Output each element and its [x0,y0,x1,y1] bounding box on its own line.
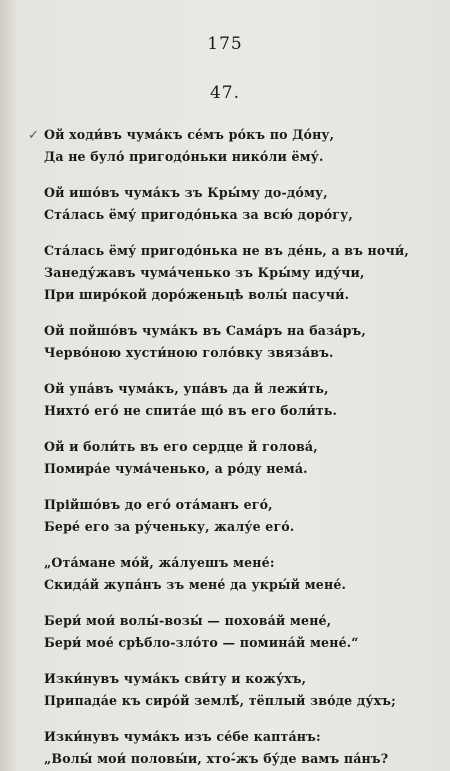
poem-line: Помира́е чума́ченько, а ро́ду нема́. [44,461,308,476]
poem-line: Ста́лась ёму́ пригодо́нька за всю́ доро́гу, [44,207,353,222]
stanza [44,552,428,596]
poem-line: Ой и боли́ть въ его сердце й голова́, [44,439,318,454]
margin-checkmark-icon: ✓ [28,128,39,143]
stanza [44,182,428,226]
poem-line: Ой пойшо́въ чума́къ въ Сама́ръ на база́ръ, [44,323,366,338]
stanza [44,726,428,770]
poem-line: Да не було́ пригодо́ньки нико́ли ёму́. [44,149,324,164]
poem-line: Ой ишо́въ чума́къ зъ Кры́му до-до́му, [44,185,328,200]
page-number: 175 [207,34,243,54]
poem-line: Занеду́жавъ чума́ченько зъ Кры́му иду́чи, [44,265,365,280]
poem-line: Нихто́ его́ не спита́е що́ въ его боли́ть. [44,403,338,418]
poem-line: Припада́е къ сиро́й землѣ́, тёплый зво́де ду́хъ; [44,693,396,708]
stanza [44,494,428,538]
stanza [44,668,428,712]
poem-line: При широ́кой доро́женьцѣ волы́ пасучи́. [44,287,350,302]
poem-line: Прійшо́въ до его́ ота́манъ его́, [44,497,273,512]
poem-number: 47. [209,83,241,103]
stanza [44,610,428,654]
poem-line: Бере́ его за ру́ченьку, жалу́е его́. [44,519,295,534]
poem-line: Ой упа́въ чума́къ, упа́въ да й лежи́ть, [44,381,329,396]
poem-line: Бери́ мое́ срѣбло-зло́то — помина́й мене́.“ [44,635,359,650]
poem-line: Изки́нувъ чума́къ сви́ту и кожу́хъ, [44,671,307,686]
stanza [44,124,428,168]
poem-line: „Ота́мане мо́й, жа́луешъ мене́: [44,555,275,570]
poem-line: Бери́ мои́ волы́-возы́ — похова́й мене́, [44,613,332,628]
poem-line: Изки́нувъ чума́къ изъ се́бе капта́нъ: [44,729,321,744]
stanza [44,320,428,364]
poem-line: Черво́ною хусти́ною голо́вку звяза́въ. [44,345,334,360]
stanza [44,378,428,422]
poem-line: Скида́й жупа́нъ зъ мене́ да укры́й мене́. [44,577,347,592]
poem-line: Ой ходи́въ чума́къ се́мъ ро́къ по До́ну, [44,127,335,142]
poem-text [44,124,428,771]
poem-line: „Волы́ мои́ половы́и, хто-́жъ бу́де вамъ па́нъ? [44,751,389,766]
stanza [44,436,428,480]
stanza [44,240,428,306]
poem-line: Ста́лась ёму́ пригодо́нька не въ де́нь, а въ ночи́, [44,243,409,258]
